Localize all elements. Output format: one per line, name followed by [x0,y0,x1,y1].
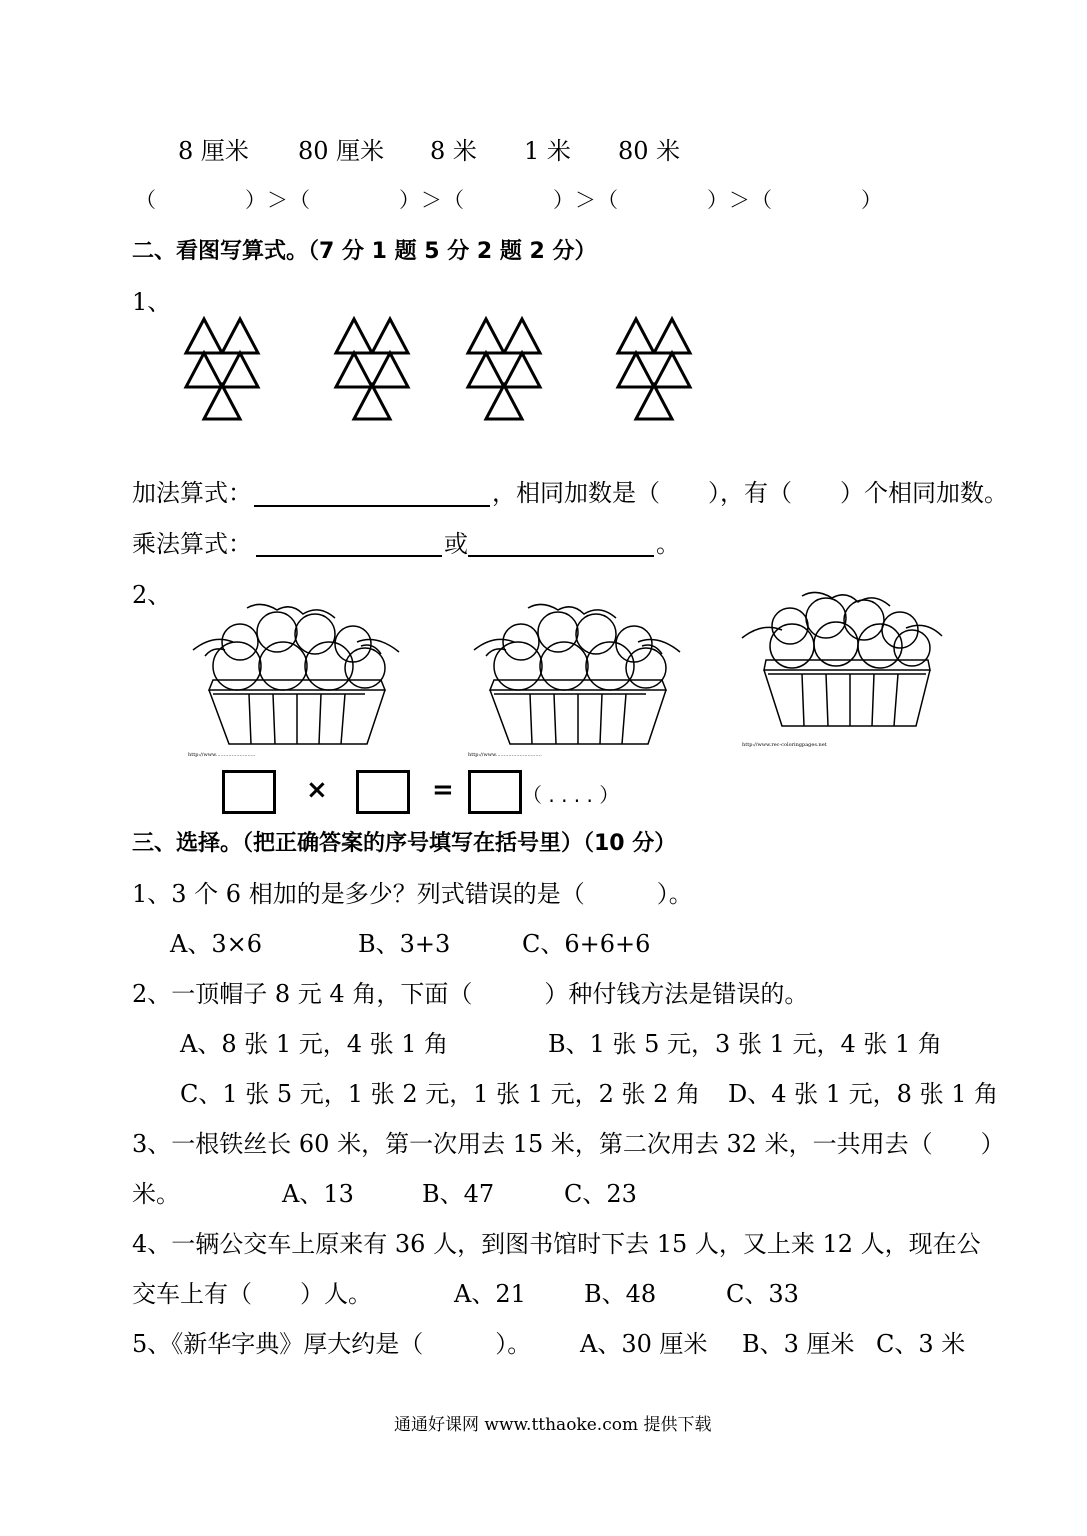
apple-basket-3 [740,582,945,732]
q3-5-opt-a: A、30 厘米 [580,1330,708,1358]
q3-1-opt-c: C、6+6+6 [522,930,651,958]
q3-4-opt-b: B、48 [584,1280,657,1308]
q3-2-opt-b: B、1 张 5 元，3 张 1 元，4 张 1 角 [548,1030,942,1058]
q3-2-opt-d: D、4 张 1 元，8 张 1 角 [728,1080,999,1108]
length-5: 80 米 [618,137,681,165]
q3-5-text: 5、《新华字典》厚大约是（ ）。 [132,1330,532,1358]
triangle-group-3 [468,319,540,419]
q3-2-opt-a: A、8 张 1 元，4 张 1 角 [180,1030,449,1058]
triangle-group-2 [336,319,408,419]
unit-parentheses: （ . . . . ） [522,783,620,807]
add-answer-line[interactable] [254,505,490,507]
mul-label: 乘法算式： [132,530,252,558]
multiply-sign: × [306,775,328,805]
mul-answer-line-2[interactable] [468,555,654,557]
q3-1-text: 1、3 个 6 相加的是多少？列式错误的是（ ）。 [132,880,693,908]
triangle-group-1 [186,319,258,419]
q3-1-opt-a: A、3×6 [170,930,262,958]
mul-end: 。 [656,530,680,558]
watermark-3: http://www.rec-coloringpages.net [742,742,827,748]
q3-2-opt-c: C、1 张 5 元，1 张 2 元，1 张 1 元，2 张 2 角 [180,1080,701,1108]
q3-5-opt-b: B、3 厘米 [742,1330,855,1358]
section3-title: 三、选择。（把正确答案的序号填写在括号里）（10 分） [132,831,677,856]
order-blanks: （ ）＞（ ）＞（ ）＞（ ）＞（ ） [135,188,883,212]
q3-4-text: 4、一辆公交车上原来有 36 人，到图书馆时下去 15 人，又上来 12 人，现在公 [132,1230,981,1258]
length-3: 8 米 [430,137,477,165]
q2-label: 2、 [132,581,172,609]
q3-1-opt-b: B、3+3 [358,930,451,958]
equals-sign: = [432,775,454,805]
q3-3-opt-a: A、13 [282,1180,354,1208]
factor-box-1[interactable] [222,770,276,814]
apple-basket-1 [185,598,405,748]
q3-4-opt-c: C、33 [726,1280,799,1308]
length-2: 80 厘米 [298,137,385,165]
q3-3-text: 3、一根铁丝长 60 米，第一次用去 15 米，第二次用去 32 米，一共用去（ ） [132,1130,1005,1158]
triangle-figures [180,315,720,425]
q3-5-opt-c: C、3 米 [876,1330,966,1358]
q3-2-text: 2、一顶帽子 8 元 4 角，下面（ ）种付钱方法是错误的。 [132,980,809,1008]
q3-3-text-cont: 米。 [132,1180,180,1208]
q3-3-opt-b: B、47 [422,1180,495,1208]
triangle-group-4 [618,319,690,419]
q3-4-opt-a: A、21 [454,1280,526,1308]
product-box[interactable] [468,770,522,814]
apple-basket-2 [466,598,686,748]
factor-box-2[interactable] [356,770,410,814]
length-4: 1 米 [524,137,571,165]
section2-title: 二、看图写算式。（7 分 1 题 5 分 2 题 2 分） [132,239,597,264]
watermark-2: http://www............................. [468,752,542,758]
q3-4-text-cont: 交车上有（ ）人。 [132,1280,372,1308]
add-label: 加法算式： [132,479,252,507]
add-suffix: ，相同加数是（ ），有（ ）个相同加数。 [492,479,1008,507]
mul-answer-line-1[interactable] [256,555,442,557]
q3-3-opt-c: C、23 [564,1180,637,1208]
q1-label: 1、 [132,288,172,316]
length-1: 8 厘米 [178,137,249,165]
footer-credit: 通通好课网 www.tthaoke.com 提供下载 [394,1415,712,1435]
mul-or: 或 [444,530,468,558]
watermark-1: http://www......................... [188,752,256,758]
